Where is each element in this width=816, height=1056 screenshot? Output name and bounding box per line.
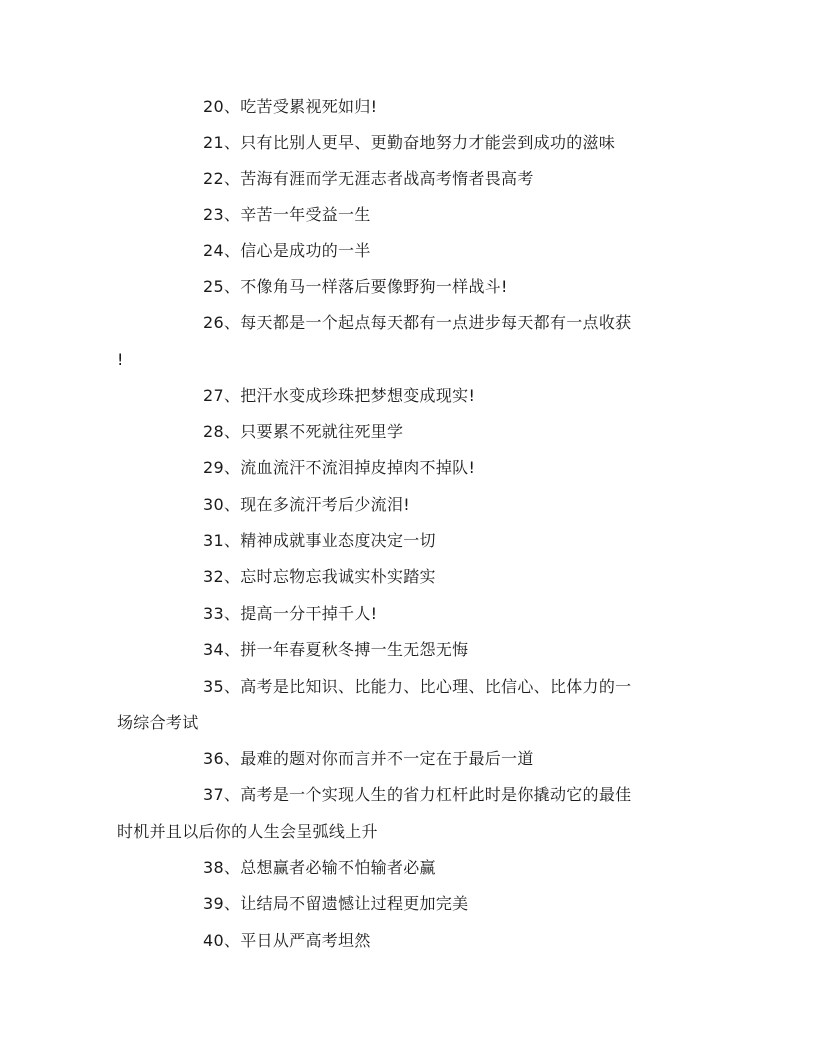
slogan-30: 30、现在多流汗考后少流泪!	[203, 495, 410, 514]
slogan-24: 24、信心是成功的一半	[203, 241, 371, 260]
slogan-37: 37、高考是一个实现人生的省力杠杆此时是你撬动它的最佳	[203, 785, 632, 804]
slogan-33: 33、提高一分干掉千人!	[203, 604, 378, 623]
slogan-22: 22、苦海有涯而学无涯志者战高考惰者畏高考	[203, 169, 534, 188]
slogan-36: 36、最难的题对你而言并不一定在于最后一道	[203, 749, 534, 768]
slogan-27: 27、把汗水变成珍珠把梦想变成现实!	[203, 386, 476, 405]
slogan-32: 32、忘时忘物忘我诚实朴实踏实	[203, 567, 436, 586]
slogan-25: 25、不像角马一样落后要像野狗一样战斗!	[203, 277, 508, 296]
slogan-37-continued: 时机并且以后你的人生会呈弧线上升	[117, 822, 378, 841]
slogan-35-continued: 场综合考试	[117, 713, 199, 732]
slogan-28: 28、只要累不死就往死里学	[203, 422, 404, 441]
slogan-23: 23、辛苦一年受益一生	[203, 205, 371, 224]
slogan-20: 20、吃苦受累视死如归!	[203, 97, 378, 116]
slogan-26: 26、每天都是一个起点每天都有一点进步每天都有一点收获	[203, 313, 632, 332]
slogan-34: 34、拼一年春夏秋冬搏一生无怨无悔	[203, 640, 469, 659]
slogan-38: 38、总想赢者必输不怕输者必赢	[203, 858, 436, 877]
slogan-35: 35、高考是比知识、比能力、比心理、比信心、比体力的一	[203, 677, 632, 696]
slogan-26-continued: !	[117, 350, 124, 369]
slogan-39: 39、让结局不留遗憾让过程更加完美	[203, 894, 469, 913]
slogan-29: 29、流血流汗不流泪掉皮掉肉不掉队!	[203, 458, 476, 477]
slogan-40: 40、平日从严高考坦然	[203, 931, 371, 950]
slogan-31: 31、精神成就事业态度决定一切	[203, 531, 436, 550]
slogan-21: 21、只有比别人更早、更勤奋地努力才能尝到成功的滋味	[203, 133, 616, 152]
